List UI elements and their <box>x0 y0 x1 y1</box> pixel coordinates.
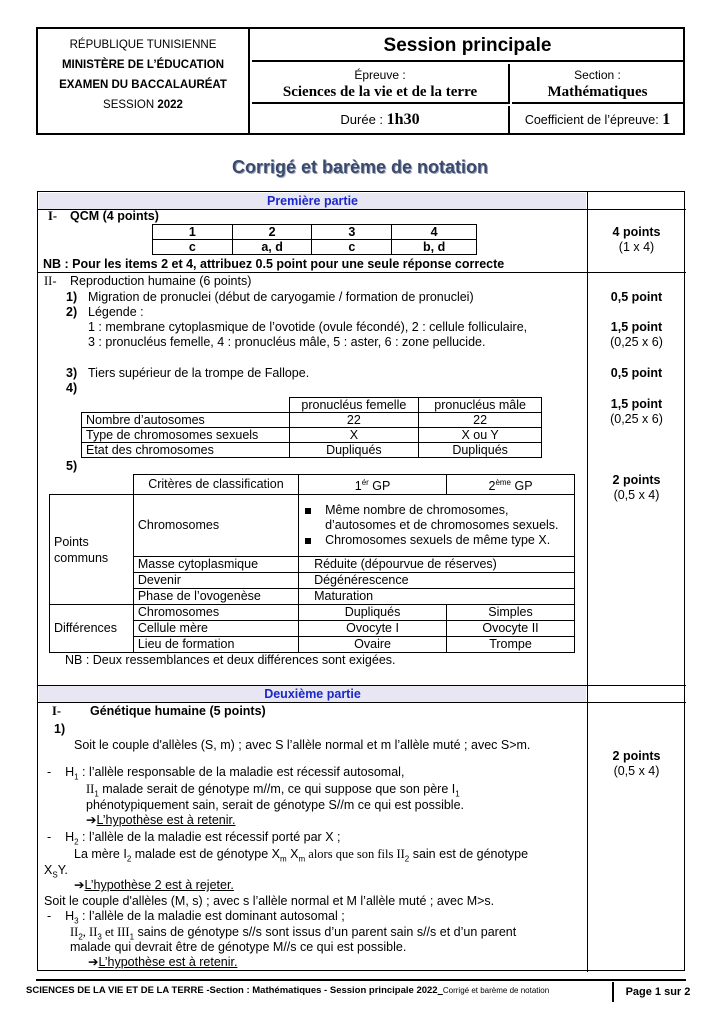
gen-sub: 2 <box>126 854 132 864</box>
row-label: Masse cytoplasmique <box>133 557 298 573</box>
h3-line1: - $H_3$ : l’allèle de la maladie est dominant autosomal ; <box>47 909 345 926</box>
page-number: Page 1 sur 2 <box>612 982 702 1002</box>
h-text: X <box>286 847 299 861</box>
exam-header <box>36 27 685 135</box>
row-label: Lieu de formation <box>133 637 298 653</box>
table-cell: Ovocyte II <box>447 621 575 637</box>
table-row <box>82 443 542 458</box>
qcm-answer: c <box>153 240 233 255</box>
h-text: La mère I <box>74 847 127 861</box>
duree-value: 1h30 <box>386 111 420 128</box>
session-type: Session principale <box>252 29 683 62</box>
table-cell: Ovaire <box>299 637 447 653</box>
table-row <box>82 428 542 443</box>
genetics-intro: Soit le couple d'allèles (S, m) ; avec S l’allèle normal et m l’allèle muté ; avec S>m. <box>74 738 531 752</box>
gen-label: II <box>86 782 95 796</box>
qcm-points: 4 points <box>612 225 661 239</box>
duree-cell <box>252 106 510 133</box>
divider <box>38 702 686 703</box>
row-label: Cellule mère <box>133 621 298 637</box>
gen-sub: 2 <box>404 854 410 864</box>
genetics-number: I- <box>52 704 62 718</box>
h-sub: 2 <box>74 837 79 847</box>
footer-divider <box>36 979 686 981</box>
q2-legend-line2: 3 : pronucléus femelle, 4 : pronucléus mâle, 5 : aster, 6 : zone pellucide. <box>88 335 486 349</box>
h-sub: 3 <box>74 916 79 926</box>
h-text: Y. <box>57 863 68 877</box>
epreuve-label: Épreuve : <box>354 68 406 82</box>
list-item <box>305 503 574 533</box>
h-text: alors que son fils II <box>305 847 405 861</box>
q1-number: 1) <box>66 290 78 304</box>
h2-conclusion <box>74 878 234 893</box>
row-label: Etat des chromosomes <box>82 443 290 458</box>
genetics-title: Génétique humaine (5 points) <box>90 704 266 718</box>
qcm-answer-table <box>152 224 477 255</box>
coef-value: 1 <box>662 111 671 128</box>
gen-label: et III <box>101 925 130 939</box>
q2-label: Légende : <box>88 305 144 319</box>
session-label: SESSION <box>103 99 155 111</box>
q5-note: NB : Deux ressemblances et deux différences sont exigées. <box>65 653 396 667</box>
year-value: 2022 <box>157 99 183 111</box>
genetics-intro2: Soit le couple d'allèles (M, s) ; avec s l’allèle normal et M l’allèle muté ; avec M>s. <box>44 894 495 908</box>
h-letter: H <box>65 765 75 779</box>
list-item <box>305 533 574 548</box>
row-label: Chromosomes <box>133 495 298 557</box>
differences-label: Différences <box>50 605 134 653</box>
polar-bodies-table <box>49 474 575 653</box>
q3-number: 3) <box>66 366 78 380</box>
gen-sub: m <box>298 854 306 864</box>
gen-label: , II <box>82 925 98 939</box>
table-cell: X ou Y <box>419 428 542 443</box>
table-row <box>153 240 477 255</box>
qcm-item: 4 <box>392 225 477 240</box>
gen-sub: 2 <box>78 932 83 942</box>
table-cell: Dupliqués <box>419 443 542 458</box>
qcm-item: 2 <box>232 225 312 240</box>
gen-sub: 1 <box>455 789 460 799</box>
conclusion-text: L’hypothèse est à retenir. <box>98 955 238 969</box>
common-point-text: Même nombre de chromosomes, d’autosomes et de chromosomes sexuels. <box>325 503 559 533</box>
table-cell: Maturation <box>299 589 575 605</box>
q2-points: 1,5 point <box>610 320 663 334</box>
column-header: pronucléus mâle <box>419 398 542 413</box>
section-value: Mathématiques <box>547 84 648 100</box>
table-cell: Dupliqués <box>289 443 419 458</box>
conclusion-text: L’hypothèse est à retenir. <box>96 813 236 827</box>
table-row <box>82 398 542 413</box>
row-label: Nombre d’autosomes <box>82 413 290 428</box>
h1-line3: phénotypiquement sain, serait de génotype S//m ce qui est possible. <box>86 798 465 812</box>
square-bullet-icon <box>305 508 311 514</box>
row-label: Chromosomes <box>133 605 298 621</box>
pronucleus-table <box>81 397 542 458</box>
gen-sub: S <box>52 870 58 880</box>
row-label: Type de chromosomes sexuels <box>82 428 290 443</box>
footer-small: Corrigé et barème de notation <box>442 986 550 995</box>
section-cell <box>512 64 683 104</box>
h3-line3: malade qui devrait être de génotype M//s ce qui est possible. <box>70 940 407 954</box>
h-letter: H <box>65 909 75 923</box>
gp1-suffix: GP <box>368 479 391 494</box>
table-cell: Dégénérescence <box>299 573 575 589</box>
q4-number: 4) <box>66 381 78 395</box>
q3-answer: Tiers supérieur de la trompe de Fallope. <box>88 366 310 380</box>
column-header: Critères de classification <box>133 475 298 495</box>
h2-line3 <box>44 863 68 883</box>
h-letter: H <box>65 830 75 844</box>
exam-name: EXAMEN DU BACCALAURÉAT <box>59 79 227 91</box>
square-bullet-icon <box>305 538 311 544</box>
qcm-answer: a, d <box>232 240 312 255</box>
footer-main: SCIENCES DE LA VIE ET DE LA TERRE -Section : Mathématiques - Session principale 2022 <box>26 985 438 996</box>
h3-conclusion <box>88 955 237 970</box>
h-text: malade est de génotype X <box>131 847 280 861</box>
session-year <box>38 95 248 115</box>
column-header <box>447 475 575 495</box>
points-column-divider <box>587 192 588 972</box>
ministry-name: MINISTÈRE DE L’ÉDUCATION <box>61 59 225 71</box>
gp2-number: 2 <box>488 479 496 494</box>
empty-cell <box>50 475 134 495</box>
qcm-item: 1 <box>153 225 233 240</box>
h-text: : l’allèle responsable de la maladie est récessif autosomal, <box>78 765 405 779</box>
column-header <box>299 475 447 495</box>
footer-text <box>26 985 549 996</box>
correction-box <box>37 191 685 971</box>
qcm-title: QCM (4 points) <box>70 209 159 223</box>
g-q1-number: 1) <box>54 722 66 736</box>
h-text: X <box>44 863 53 877</box>
h-text: malade serait de génotype m//m, ce qui suppose que son père I <box>98 782 456 796</box>
table-cell: X <box>289 428 419 443</box>
h1-conclusion <box>86 813 235 828</box>
empty-cell <box>82 398 290 413</box>
q4-points-detail: (0,25 x 6) <box>610 412 663 426</box>
repro-number: II- <box>44 274 57 288</box>
qcm-note: NB : Pour les items 2 et 4, attribuez 0.5 point pour une seule réponse correcte <box>43 257 505 271</box>
table-row <box>50 495 575 557</box>
row-label: Phase de l’ovogenèse <box>133 589 298 605</box>
table-row <box>50 605 575 621</box>
header-details <box>252 29 683 133</box>
h-text: : l’allèle de la maladie est récessif porté par X ; <box>78 830 341 844</box>
q2-legend-line1: 1 : membrane cytoplasmique de l’ovotide (ovule fécondé), 2 : cellule folliculaire, <box>88 320 528 334</box>
genetics-points: 2 points <box>612 749 661 763</box>
right-arrow-icon: ➔ <box>74 878 85 892</box>
h-text: sain est de génotype <box>409 847 529 861</box>
common-points-label: Points communs <box>50 495 134 605</box>
part2-heading: Deuxième partie <box>39 686 586 702</box>
gen-sub: m <box>279 854 287 864</box>
table-cell: Simples <box>447 605 575 621</box>
gp1-sup: ér <box>361 478 369 487</box>
common-chromosomes-cell <box>299 495 575 557</box>
q2-points-detail: (0,25 x 6) <box>610 335 663 349</box>
conclusion-text: L’hypothèse 2 est à rejeter. <box>84 878 234 892</box>
qcm-number: I- <box>48 209 58 223</box>
q4-points: 1,5 point <box>610 397 663 411</box>
column-header: pronucléus femelle <box>289 398 419 413</box>
gp1-number: 1 <box>354 479 362 494</box>
part1-heading: Première partie <box>39 193 586 209</box>
table-row <box>153 225 477 240</box>
gen-sub: 1 <box>129 932 135 942</box>
right-arrow-icon: ➔ <box>86 813 97 827</box>
right-arrow-icon: ➔ <box>88 955 99 969</box>
gen-sub: 3 <box>97 932 102 942</box>
qcm-item: 3 <box>312 225 392 240</box>
row-label: Devenir <box>133 573 298 589</box>
genetics-points-detail: (0,5 x 4) <box>613 764 660 778</box>
q2-number: 2) <box>66 305 78 319</box>
coef-label: Coefficient de l’épreuve: <box>524 113 659 127</box>
table-cell: Réduite (dépourvue de réserves) <box>299 557 575 573</box>
gp2-sup: ème <box>495 478 511 487</box>
h-text: : l’allèle de la maladie est dominant autosomal ; <box>78 909 345 923</box>
table-cell: Ovocyte I <box>299 621 447 637</box>
h2-line1: - $H_2$ : l’allèle de la maladie est récessif porté par X ; <box>47 830 341 847</box>
country-name: RÉPUBLIQUE TUNISIENNE <box>69 39 217 51</box>
table-row <box>50 475 575 495</box>
q3-points: 0,5 point <box>610 366 663 380</box>
epreuve-value: Sciences de la vie et de la terre <box>282 84 478 100</box>
h2-line2 <box>74 847 528 867</box>
gp2-suffix: GP <box>511 479 533 494</box>
table-row <box>82 413 542 428</box>
qcm-answer: b, d <box>392 240 477 255</box>
epreuve-cell <box>252 64 510 104</box>
table-cell: 22 <box>289 413 419 428</box>
h1-line1: - $H_1$ : l’allèle responsable de la maladie est récessif autosomal, <box>47 765 405 782</box>
table-cell: 22 <box>419 413 542 428</box>
q5-number: 5) <box>66 459 78 473</box>
common-point-text: Chromosomes sexuels de même type X. <box>325 533 551 548</box>
repro-title: Reproduction humaine (6 points) <box>70 274 252 288</box>
q1-points: 0,5 point <box>610 290 663 304</box>
gen-sub: 1 <box>94 789 99 799</box>
document-title: Corrigé et barème de notation <box>231 157 489 177</box>
h-text: sains de génotype s//s sont issus d’un parent sain s//s et d’un parent <box>134 925 517 939</box>
qcm-points-detail: (1 x 4) <box>618 240 655 254</box>
section-label: Section : <box>574 68 621 82</box>
header-institution <box>38 29 250 133</box>
coef-cell <box>512 106 683 133</box>
h-sub: 1 <box>74 772 79 782</box>
qcm-answer: c <box>312 240 392 255</box>
q5-points-detail: (0,5 x 4) <box>613 488 660 502</box>
q5-points: 2 points <box>612 473 661 487</box>
gen-label: II <box>70 925 79 939</box>
table-cell: Dupliqués <box>299 605 447 621</box>
divider <box>38 272 686 273</box>
q1-answer: Migration de pronuclei (début de caryogamie / formation de pronuclei) <box>88 290 474 304</box>
table-cell: Trompe <box>447 637 575 653</box>
duree-label: Durée : <box>340 112 384 127</box>
